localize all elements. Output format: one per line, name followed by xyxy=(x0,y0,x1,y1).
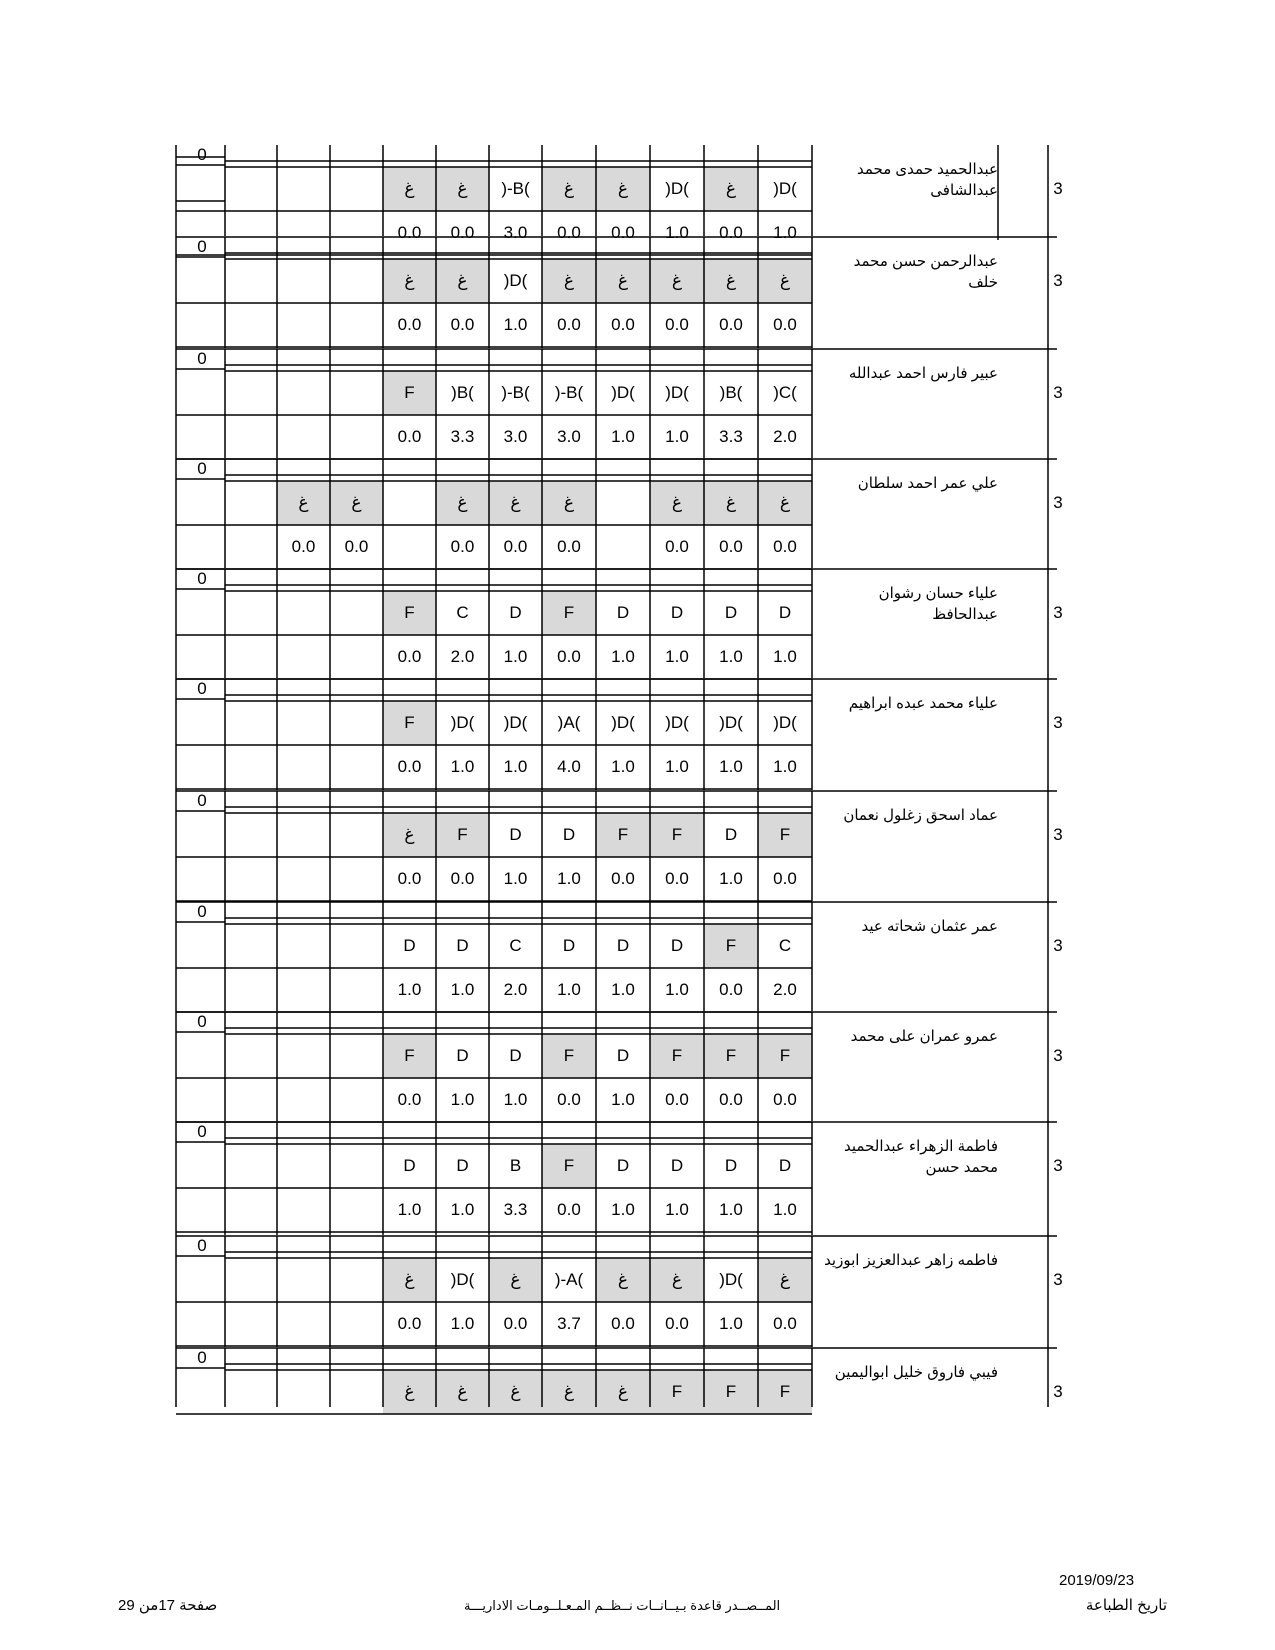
points-cell: 1.0 xyxy=(719,647,743,666)
row-zero-value: 0 xyxy=(197,569,207,588)
grade-cell: غ xyxy=(510,493,521,512)
grade-cell: غ xyxy=(404,1270,415,1289)
row-zero-value: 0 xyxy=(197,1012,207,1031)
grade-cell: D xyxy=(670,603,684,622)
student-name: علي عمر احمد سلطان xyxy=(857,475,998,492)
grade-cell: D xyxy=(456,936,469,955)
points-cell: 1.0 xyxy=(557,980,581,999)
points-cell: 1.0 xyxy=(665,427,689,446)
points-cell: 0.0 xyxy=(611,223,635,242)
points-cell: 0.0 xyxy=(719,980,743,999)
points-cell: 0.0 xyxy=(611,1314,635,1333)
points-cell: 1.0 xyxy=(611,647,635,666)
points-cell: 0.0 xyxy=(719,315,743,334)
grade-cell: غ xyxy=(404,1382,415,1401)
grade-cell: )D( xyxy=(773,713,797,732)
grade-cell: F xyxy=(779,825,791,844)
grade-cell: غ xyxy=(404,825,415,844)
points-cell: 0.0 xyxy=(397,223,422,242)
grade-cell: )D( xyxy=(611,713,635,732)
grade-cell: )D( xyxy=(773,179,797,198)
grade-cell: )D( xyxy=(611,383,635,402)
grade-cell: غ xyxy=(563,179,575,198)
student-name: علياء محمد عبده ابراهيم xyxy=(848,695,998,712)
grade-cell: F xyxy=(725,1382,737,1401)
points-cell: 1.0 xyxy=(665,980,689,999)
points-cell: 0.0 xyxy=(665,1090,689,1109)
student-name: عبدالرحمن حسن محمد خلف xyxy=(853,253,998,291)
points-cell: 1.0 xyxy=(397,980,422,999)
points-cell: 0.0 xyxy=(665,537,689,556)
points-cell: 0.0 xyxy=(450,869,475,888)
points-cell: 1.0 xyxy=(503,869,528,888)
row-index: 3 xyxy=(1053,493,1063,512)
grade-cell: F xyxy=(779,1046,791,1065)
points-cell: 0.0 xyxy=(397,757,422,776)
grade-cell: غ xyxy=(298,493,309,512)
points-cell: 0.0 xyxy=(611,315,635,334)
grade-cell: )D( xyxy=(503,713,528,732)
grade-cell: )D( xyxy=(719,1270,743,1289)
grade-cell: )D( xyxy=(665,383,689,402)
grade-cell: F xyxy=(404,383,415,402)
points-cell: 0.0 xyxy=(291,537,316,556)
grade-cell: غ xyxy=(404,179,415,198)
student-name: فيبي فاروق خليل ابواليمين xyxy=(834,1364,998,1381)
student-name: عبير فارس احمد عبدالله xyxy=(848,365,998,382)
grade-cell: غ xyxy=(351,493,362,512)
points-cell: 0.0 xyxy=(397,315,422,334)
grade-cell: غ xyxy=(617,271,629,290)
points-cell: 3.7 xyxy=(557,1314,581,1333)
row-zero-value: 0 xyxy=(197,459,207,478)
grade-cell: F xyxy=(563,603,575,622)
points-cell: 0.0 xyxy=(397,1314,422,1333)
grade-cell: غ xyxy=(617,1382,629,1401)
grade-cell: غ xyxy=(779,1270,791,1289)
points-cell: 1.0 xyxy=(611,757,635,776)
grade-cell: غ xyxy=(671,271,683,290)
points-cell: 1.0 xyxy=(503,757,528,776)
points-cell: 0.0 xyxy=(719,1090,743,1109)
grade-cell: D xyxy=(403,936,416,955)
points-cell: 1.0 xyxy=(611,980,635,999)
grade-cell: D xyxy=(778,603,792,622)
grade-cell: غ xyxy=(510,1270,521,1289)
points-cell: 3.0 xyxy=(503,223,528,242)
points-cell: 3.0 xyxy=(557,427,581,446)
points-cell: 0.0 xyxy=(397,869,422,888)
grade-cell: غ xyxy=(510,1382,521,1401)
points-cell: 0.0 xyxy=(397,427,422,446)
points-cell: 0.0 xyxy=(611,869,635,888)
points-cell: 1.0 xyxy=(719,1314,743,1333)
points-cell: 0.0 xyxy=(773,315,797,334)
grade-cell: غ xyxy=(457,493,468,512)
points-cell: 0.0 xyxy=(450,537,475,556)
grade-cell: غ xyxy=(457,271,468,290)
points-cell: 0.0 xyxy=(557,647,581,666)
points-cell: 3.3 xyxy=(719,427,743,446)
points-cell: 3.3 xyxy=(503,1200,528,1219)
grade-cell: D xyxy=(616,603,630,622)
grade-cell: )D( xyxy=(450,1270,475,1289)
grade-cell: )D( xyxy=(665,179,689,198)
points-cell: 1.0 xyxy=(719,869,743,888)
grade-cell: F xyxy=(671,1046,683,1065)
points-cell: 0.0 xyxy=(719,223,743,242)
points-cell: 0.0 xyxy=(557,223,581,242)
points-cell: 0.0 xyxy=(503,537,528,556)
source-footer: المــصــدر قاعدة بـيــانــات نــظــم المـعـلــومـات الاداريـــة xyxy=(464,1598,781,1613)
points-cell: 0.0 xyxy=(665,1314,689,1333)
grade-cell: D xyxy=(562,936,576,955)
points-cell: 1.0 xyxy=(611,1200,635,1219)
grade-cell: F xyxy=(671,1382,683,1401)
points-cell: 2.0 xyxy=(773,980,797,999)
grade-cell: C xyxy=(509,936,522,955)
points-cell: 1.0 xyxy=(450,1090,475,1109)
grade-cell: F xyxy=(457,825,468,844)
points-cell: 0.0 xyxy=(719,537,743,556)
points-cell: 1.0 xyxy=(611,1090,635,1109)
points-cell: 0.0 xyxy=(557,315,581,334)
points-cell: 2.0 xyxy=(450,647,475,666)
row-index: 3 xyxy=(1053,603,1063,622)
row-index: 3 xyxy=(1053,713,1063,732)
points-cell: 1.0 xyxy=(665,647,689,666)
print-date-label: تاريخ الطباعة xyxy=(1085,1597,1167,1614)
points-cell: 0.0 xyxy=(557,537,581,556)
grade-cell: )-B( xyxy=(501,383,530,402)
grade-cell: B xyxy=(509,1156,522,1175)
points-cell: 1.0 xyxy=(450,1314,475,1333)
points-cell: 1.0 xyxy=(450,980,475,999)
row-index: 3 xyxy=(1053,179,1063,198)
grade-cell: )C( xyxy=(773,383,797,402)
points-cell: 1.0 xyxy=(773,223,797,242)
grade-cell: F xyxy=(671,825,683,844)
grade-cell: F xyxy=(404,1046,415,1065)
row-zero-value: 0 xyxy=(197,145,207,164)
points-cell: 0.0 xyxy=(397,647,422,666)
grade-cell: غ xyxy=(779,493,791,512)
points-cell: 3.3 xyxy=(450,427,475,446)
points-cell: 0.0 xyxy=(665,315,689,334)
student-name: فاطمه زاهر عبدالعزيز ابوزيد xyxy=(824,1252,998,1269)
points-cell: 4.0 xyxy=(557,757,581,776)
grade-cell: D xyxy=(778,1156,792,1175)
points-cell: 0.0 xyxy=(344,537,369,556)
grade-cell: F xyxy=(725,936,737,955)
grade-cell: D xyxy=(403,1156,416,1175)
grade-cell: D xyxy=(724,1156,738,1175)
grade-cell: غ xyxy=(671,493,683,512)
student-name: عمرو عمران على محمد xyxy=(850,1028,998,1045)
grade-cell: D xyxy=(670,1156,684,1175)
grade-cell: D xyxy=(724,603,738,622)
row-index: 3 xyxy=(1053,936,1063,955)
points-cell: 0.0 xyxy=(397,1090,422,1109)
grade-cell: )-B( xyxy=(501,179,530,198)
points-cell: 1.0 xyxy=(773,1200,797,1219)
points-cell: 1.0 xyxy=(665,223,689,242)
grade-cell: غ xyxy=(779,271,791,290)
grade-cell: D xyxy=(724,825,738,844)
student-name: عمر عثمان شحاته عيد xyxy=(861,918,998,935)
grade-cell: D xyxy=(456,1156,469,1175)
grade-cell: )D( xyxy=(503,271,528,290)
row-index: 3 xyxy=(1053,271,1063,290)
points-cell: 2.0 xyxy=(773,427,797,446)
points-cell: 1.0 xyxy=(773,647,797,666)
grade-cell: C xyxy=(456,603,469,622)
points-cell: 0.0 xyxy=(557,1200,581,1219)
points-cell: 0.0 xyxy=(773,537,797,556)
points-cell: 0.0 xyxy=(557,1090,581,1109)
points-cell: 0.0 xyxy=(450,315,475,334)
row-zero-value: 0 xyxy=(197,679,207,698)
grade-cell: )B( xyxy=(719,383,743,402)
points-cell: 1.0 xyxy=(773,757,797,776)
points-cell: 0.0 xyxy=(450,223,475,242)
row-index: 3 xyxy=(1053,383,1063,402)
grade-cell: C xyxy=(778,936,792,955)
grade-cell: F xyxy=(404,713,415,732)
row-index: 3 xyxy=(1053,1046,1063,1065)
student-name: علياء حسان رشوان عبدالحافظ xyxy=(878,585,998,623)
grade-cell: F xyxy=(563,1046,575,1065)
points-cell: 0.0 xyxy=(773,1314,797,1333)
points-cell: 0.0 xyxy=(773,1090,797,1109)
grade-cell: D xyxy=(616,1046,630,1065)
grade-cell: D xyxy=(509,825,522,844)
points-cell: 1.0 xyxy=(503,1090,528,1109)
grade-cell: غ xyxy=(617,179,629,198)
grade-cell: غ xyxy=(725,179,737,198)
points-cell: 2.0 xyxy=(503,980,528,999)
points-cell: 1.0 xyxy=(665,757,689,776)
grade-cell: )D( xyxy=(665,713,689,732)
row-zero-value: 0 xyxy=(197,1122,207,1141)
student-name: فاطمة الزهراء عبدالحميد محمد حسن xyxy=(844,1138,998,1176)
points-cell: 1.0 xyxy=(557,869,581,888)
row-index: 3 xyxy=(1053,1270,1063,1289)
grade-cell: غ xyxy=(617,1270,629,1289)
points-cell: 1.0 xyxy=(397,1200,422,1219)
points-cell: 1.0 xyxy=(503,647,528,666)
grade-cell: D xyxy=(509,603,522,622)
student-name: عبدالحميد حمدى محمد عبدالشافى xyxy=(857,161,998,199)
grade-cell: )D( xyxy=(719,713,743,732)
grade-cell: D xyxy=(616,1156,630,1175)
points-cell: 1.0 xyxy=(450,757,475,776)
grade-cell: غ xyxy=(671,1270,683,1289)
grade-cell: غ xyxy=(725,271,737,290)
grade-cell: )D( xyxy=(450,713,475,732)
grade-cell: F xyxy=(725,1046,737,1065)
row-zero-value: 0 xyxy=(197,1236,207,1255)
points-cell: 1.0 xyxy=(665,1200,689,1219)
grade-cell: D xyxy=(670,936,684,955)
grade-cell: غ xyxy=(404,271,415,290)
row-zero-value: 0 xyxy=(197,791,207,810)
grade-cell: D xyxy=(562,825,576,844)
row-index: 3 xyxy=(1053,825,1063,844)
grade-cell: )A( xyxy=(557,713,581,732)
points-cell: 1.0 xyxy=(450,1200,475,1219)
row-zero-value: 0 xyxy=(197,902,207,921)
grade-cell: F xyxy=(404,603,415,622)
points-cell: 1.0 xyxy=(719,757,743,776)
grade-cell: غ xyxy=(457,1382,468,1401)
points-cell: 0.0 xyxy=(503,1314,528,1333)
grade-cell: غ xyxy=(563,493,575,512)
print-date: 2019/09/23 xyxy=(1059,1572,1135,1589)
points-cell: 0.0 xyxy=(773,869,797,888)
grade-cell: D xyxy=(456,1046,469,1065)
grade-cell: غ xyxy=(457,179,468,198)
grade-cell: D xyxy=(616,936,630,955)
grade-cell: غ xyxy=(563,271,575,290)
points-cell: 3.0 xyxy=(503,427,528,446)
row-index: 3 xyxy=(1053,1382,1063,1401)
points-cell: 1.0 xyxy=(503,315,528,334)
grade-cell: F xyxy=(617,825,629,844)
row-zero-value: 0 xyxy=(197,1348,207,1367)
grade-cell: غ xyxy=(725,493,737,512)
row-zero-value: 0 xyxy=(197,237,207,256)
student-name: عماد اسحق زغلول نعمان xyxy=(843,807,998,824)
points-cell: 0.0 xyxy=(665,869,689,888)
grade-cell: غ xyxy=(563,1382,575,1401)
row-index: 3 xyxy=(1053,1156,1063,1175)
page-number: صفحة 17من 29 xyxy=(118,1597,218,1614)
grade-cell: D xyxy=(509,1046,522,1065)
points-cell: 1.0 xyxy=(611,427,635,446)
grade-cell: )-A( xyxy=(554,1270,584,1289)
grade-cell: )B( xyxy=(451,383,474,402)
row-zero-value: 0 xyxy=(197,349,207,368)
grade-cell: F xyxy=(563,1156,575,1175)
grade-cell: F xyxy=(779,1382,791,1401)
grade-cell: )-B( xyxy=(554,383,584,402)
points-cell: 1.0 xyxy=(719,1200,743,1219)
